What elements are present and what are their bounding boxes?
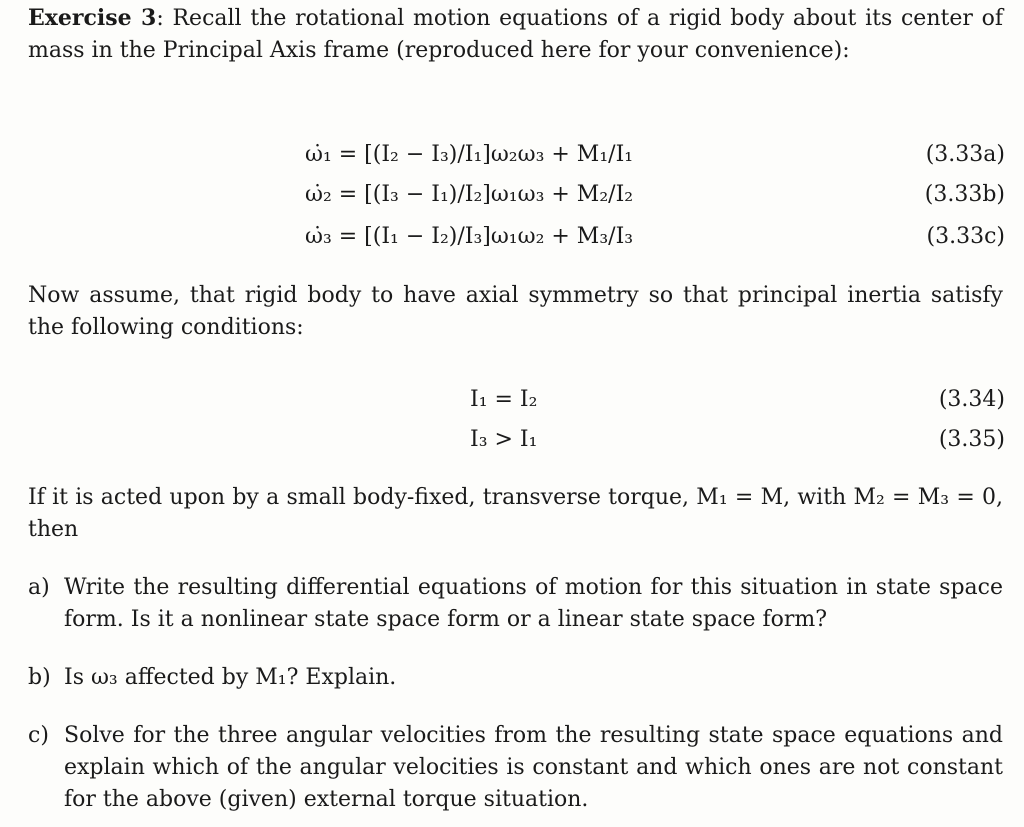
question-text: Is ω₃ affected by M₁? Explain.	[64, 665, 397, 690]
equation-row	[305, 140, 1005, 170]
equation-row	[305, 222, 1005, 252]
equation-number: (3.35)	[938, 427, 1005, 452]
exercise-label: Exercise 3	[28, 5, 157, 31]
equation-number: (3.33c)	[926, 224, 1005, 249]
equation-number: (3.34)	[938, 387, 1005, 412]
equation: I₁ = I₂	[470, 387, 538, 412]
question-label: b)	[28, 665, 51, 690]
question-text: Write the resulting differential equations of motion for this situation in state space form. Is it a nonlinear state space form or a linear state space form?	[64, 575, 1003, 632]
question-item	[28, 572, 1003, 636]
equation-row	[470, 385, 1005, 415]
question-item	[28, 720, 1003, 816]
intro-paragraph	[28, 2, 1003, 67]
question-item	[28, 662, 1003, 694]
equation: ω̇₁ = [(I₂ − I₃)/I₁]ω₂ω₃ + M₁/I₁	[305, 142, 634, 167]
equation-number: (3.33a)	[925, 142, 1005, 167]
symmetry-paragraph: Now assume, that rigid body to have axial symmetry so that principal inertia satisfy the following conditions:	[28, 283, 1003, 340]
equation-row	[470, 425, 1005, 455]
intro-text: : Recall the rotational motion equations of a rigid body about its center of mass in the Principal Axis frame (reproduced here for your convenience):	[28, 6, 1004, 63]
equation: I₃ > I₁	[470, 427, 538, 452]
equation-number: (3.33b)	[924, 182, 1005, 207]
equation-row	[305, 180, 1005, 210]
equation: ω̇₂ = [(I₃ − I₁)/I₂]ω₁ω₃ + M₂/I₂	[305, 182, 634, 207]
question-label: c)	[28, 723, 49, 748]
question-text: Solve for the three angular velocities from the resulting state space equations and explain which of the angular velocities is constant and which ones are not constant for the above (given) external torque situation.	[64, 723, 1003, 812]
question-label: a)	[28, 575, 50, 600]
equation: ω̇₃ = [(I₁ − I₂)/I₃]ω₁ω₂ + M₃/I₃	[305, 224, 634, 249]
torque-paragraph: If it is acted upon by a small body-fixed, transverse torque, M₁ = M, with M₂ = M₃ = 0, then	[28, 485, 1003, 542]
